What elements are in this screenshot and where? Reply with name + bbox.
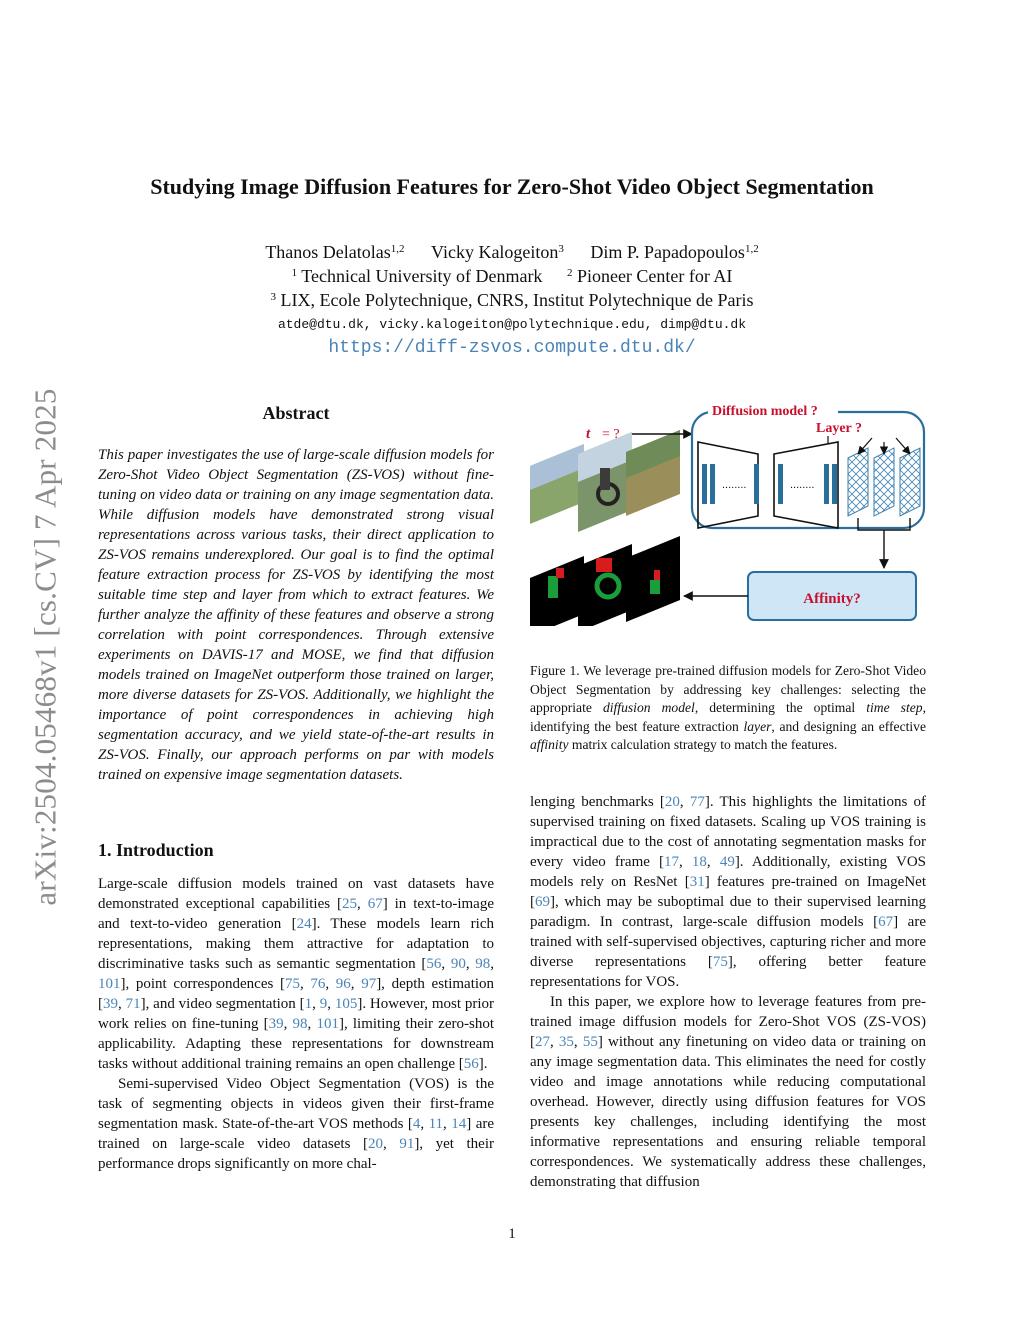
citation-link[interactable]: 25 — [342, 896, 358, 912]
citation-link[interactable]: 105 — [334, 996, 358, 1012]
citation-link[interactable]: 98 — [475, 956, 491, 972]
citation-link[interactable]: 56 — [463, 1056, 479, 1072]
paragraph: Large-scale diffusion models trained on vast datasets have demonstrated exceptional capabilities [25, 67] in text-to-image and text-to-video generation [24]. These models learn rich representations, making them attractive for adaptation to discriminative tasks such as semantic segmentation [56, 90, 98, 101], point correspondences [75, 76, 96, 97], depth estimation [39, 71], and video segmentation [1, 9, 105]. However, most prior work relies on fine-tuning [39, 98, 101], limiting their zero-shot applicability. Adapting these representations for downstream tasks without additional training remains an open challenge [56]. — [98, 876, 495, 1072]
intro-body — [98, 874, 494, 1174]
author: Dim P. Papadopoulos$^{1,2}$ — [590, 242, 759, 262]
affinity-label: Affinity? — [803, 591, 861, 607]
affiliation-line — [200, 288, 824, 312]
citation-link[interactable]: 91 — [399, 1136, 415, 1152]
emphasis: affinity — [530, 737, 569, 752]
citation-link[interactable]: 1 — [304, 996, 313, 1012]
right-column-body — [530, 792, 926, 1192]
citation-link[interactable]: 20 — [367, 1136, 383, 1152]
affiliation: $^1$ Technical University of Denmark — [291, 266, 543, 286]
citation-link[interactable]: 67 — [367, 896, 383, 912]
emphasis: diffusion model — [602, 700, 695, 715]
citation-link[interactable]: 75 — [284, 976, 300, 992]
emphasis: layer — [743, 718, 772, 734]
citation-link[interactable]: 14 — [451, 1116, 467, 1132]
abstract-body: This paper investigates the use of large-scale diffusion models for Zero-Shot Video Object Segmentation (ZS-VOS) without fine-tuning on video data or training on any image segmentation data. While diffusion models have demonstrated strong visual representations across various tasks, their direct application to ZS-VOS remains underexplored. Our goal is to find the optimal feature extraction process for ZS-VOS by identifying the most suitable time step and layer from which to extract features. We further analyze the affinity of these features and observe a strong correlation with point correspondences. Through extensive experiments on DAVIS-17 and MOSE, we find that diffusion models trained on ImageNet outperform those trained on larger, more diverse datasets for ZS-VOS. Additionally, we highlight the importance of point correspondences in achieving high segmentation accuracy, and we yield state-of-the-art results in ZS-VOS. Finally, our approach performs on par with models trained on expensive image segmentation datasets. — [98, 447, 494, 783]
citation-link[interactable]: 4 — [412, 1116, 421, 1132]
emphasis: time step — [866, 700, 923, 715]
citation-link[interactable]: 39 — [268, 1016, 284, 1032]
time-step-label: t — [586, 426, 591, 442]
citation-link[interactable]: 20 — [664, 794, 680, 810]
diffusion-model-label: Diffusion model ? — [712, 404, 818, 419]
citation-link[interactable]: 97 — [361, 976, 377, 992]
affiliation-line — [200, 264, 824, 288]
paragraph: lenging benchmarks [20, 77]. This highlights the limitations of supervised training on fixed datasets. Scaling up VOS training is impractical due to the cost of annotating segmentation masks for every video frame [17, 18, 49]. Additionally, existing VOS models rely on ResNet [31] features pre-trained on ImageNet [69], which may be suboptimal due to their supervised learning paradigm. In contrast, large-scale diffusion models [67] are trained with self-supervised objectives, capturing richer and more diverse representations [75], offering better feature representations for VOS. — [530, 794, 927, 990]
figure-1-diagram — [528, 398, 928, 626]
mask-frames — [530, 536, 680, 626]
citation-link[interactable]: 76 — [310, 976, 326, 992]
abstract-heading: Abstract — [262, 403, 330, 423]
citation-link[interactable]: 77 — [689, 794, 705, 810]
paragraph: In this paper, we explore how to leverage features from pre-trained image diffusion models for Zero-Shot VOS (ZS-VOS) [27, 35, 55] without any finetuning on video data or training on any image segmentation data. This eliminates the need for costly video and image annotations while reducing computational overhead. However, directly using diffusion features for VOS presents key challenges, including identifying the most informative representations and ensuring reliable temporal correspondences. We systematically address these challenges, demonstrating that diffusion — [530, 994, 926, 1190]
citation-link[interactable]: 67 — [878, 914, 894, 930]
video-frames — [530, 430, 680, 532]
paper-title: Studying Image Diffusion Features for Zero-Shot Video Object Segmentation — [150, 174, 874, 199]
citation-link[interactable]: 11 — [428, 1116, 444, 1132]
citation-link[interactable]: 75 — [712, 954, 728, 970]
citation-link[interactable]: 101 — [316, 1016, 339, 1032]
project-url-link[interactable]: https://diff-zsvos.compute.dtu.dk/ — [328, 338, 696, 358]
page-number: 1 — [508, 1226, 516, 1242]
citation-link[interactable]: 101 — [98, 976, 121, 992]
citation-link[interactable]: 39 — [103, 996, 118, 1012]
author: Vicky Kalogeiton$^3$ — [431, 242, 564, 262]
citation-link[interactable]: 9 — [319, 996, 328, 1012]
citation-link[interactable]: 18 — [691, 854, 707, 870]
section-heading: 1. Introduction — [98, 840, 214, 860]
citation-link[interactable]: 98 — [292, 1016, 308, 1032]
paragraph: Semi-supervised Video Object Segmentation (VOS) is the task of segmenting objects in videos given their first-frame segmentation mask. State-of-the-art VOS methods [4, 11, 14] are trained on large-scale video datasets [20, 91], yet their performance drops significantly on more chal- — [98, 1076, 495, 1172]
time-step-query: = ? — [602, 427, 620, 442]
author-emails: atde@dtu.dk, vicky.kalogeiton@polytechnique.edu, dimp@dtu.dk — [277, 317, 747, 332]
arxiv-stamp: arXiv:2504.05468v1 [cs.CV] 7 Apr 2025 — [28, 388, 64, 906]
citation-link[interactable]: 27 — [535, 1034, 550, 1050]
citation-link[interactable]: 49 — [719, 854, 735, 870]
affiliation: $^3$ LIX, Ecole Polytechnique, CNRS, Institut Polytechnique de Paris — [270, 290, 754, 310]
citation-link[interactable]: 69 — [535, 894, 550, 910]
citation-link[interactable]: 35 — [558, 1034, 574, 1050]
author: Thanos Delatolas$^{1,2}$ — [265, 242, 405, 262]
citation-link[interactable]: 24 — [296, 916, 312, 932]
figure-caption: Figure 1. We leverage pre-trained diffusion models for Zero-Shot Video Object Segmentation by addressing key challenges: selecting the appropriate diffusion model, determining the optimal time step, identifying the best feature extraction layer, and designing an effective affinity matrix calculation strategy to match the features. — [530, 663, 926, 752]
affiliation: $^2$ Pioneer Center for AI — [566, 266, 733, 286]
citation-link[interactable]: 56 — [426, 956, 442, 972]
citation-link[interactable]: 71 — [125, 996, 141, 1012]
author-list — [200, 240, 824, 264]
layer-label: Layer ? — [816, 421, 863, 436]
citation-link[interactable]: 17 — [664, 854, 680, 870]
svg-text:........: ........ — [790, 479, 815, 491]
feature-maps — [848, 448, 920, 516]
citation-link[interactable]: 90 — [450, 956, 466, 972]
citation-link[interactable]: 31 — [689, 874, 705, 890]
citation-link[interactable]: 55 — [582, 1034, 598, 1050]
citation-link[interactable]: 96 — [335, 976, 351, 992]
svg-text:........: ........ — [722, 479, 747, 491]
